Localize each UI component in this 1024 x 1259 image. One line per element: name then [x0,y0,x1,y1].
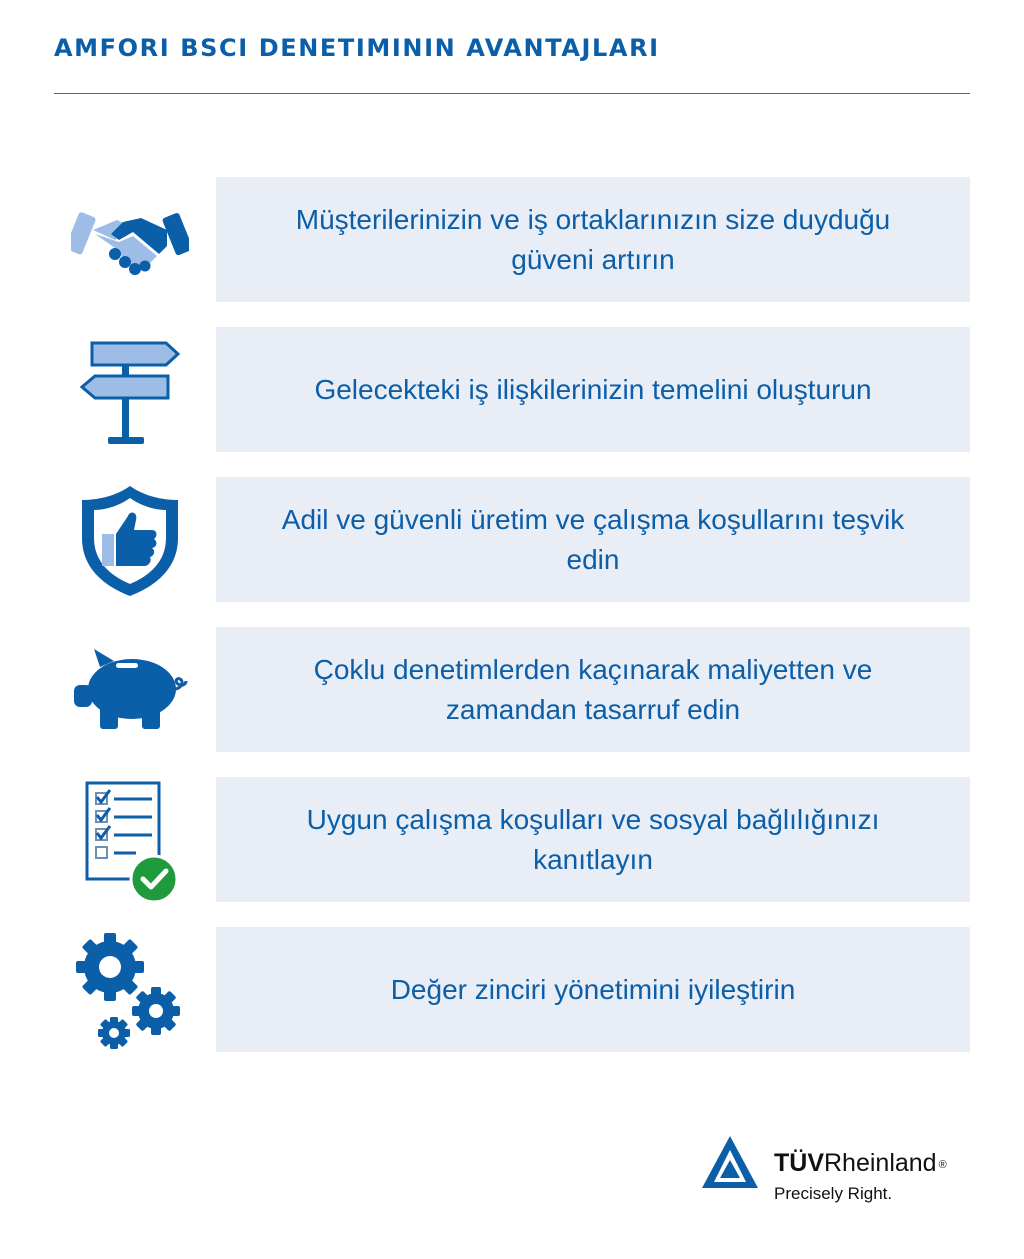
benefit-box [216,627,970,752]
benefit-box [216,327,970,452]
tuv-rheinland-logo [700,1132,990,1212]
page-title: AMFORI BSCI DENETIMININ AVANTAJLARI [54,34,660,62]
benefit-row-proof [54,777,970,902]
benefit-box [216,477,970,602]
benefit-row-value-chain [54,927,970,1052]
handshake-icon [68,177,192,302]
title-divider [54,93,970,94]
benefit-box [216,777,970,902]
piggy-bank-icon [68,627,192,752]
shield-thumbs-up-icon [68,477,192,602]
checklist-icon [68,777,192,902]
brand-name [774,1148,947,1178]
benefit-text: Müşterilerinizin ve iş ortaklarınızın size duyduğu güveni artırın [295,203,891,275]
benefit-box [216,927,970,1052]
brand-bold: TÜV [774,1149,824,1177]
benefit-text: Adil ve güvenli üretim ve çalışma koşullarını teşvik edin [281,503,905,575]
gears-icon [68,927,192,1052]
registered-mark: ® [938,1159,947,1171]
benefit-text: Uygun çalışma koşulları ve sosyal bağlılığınızı kanıtlayın [306,803,880,875]
brand-tagline: Precisely Right. [774,1184,893,1203]
benefit-text: Gelecekteki iş ilişkilerinizin temelini oluşturun [314,373,872,405]
benefit-box [216,177,970,302]
benefit-row-foundation [54,327,970,452]
benefit-row-fair-conditions [54,477,970,602]
brand-regular: Rheinland [824,1149,937,1177]
benefit-row-savings [54,627,970,752]
signpost-icon [68,327,192,452]
triangle-logo-icon [700,1134,760,1190]
benefit-row-trust [54,177,970,302]
benefit-text: Değer zinciri yönetimini iyileştirin [390,973,796,1005]
benefit-text: Çoklu denetimlerden kaçınarak maliyetten ve zamandan tasarruf edin [313,653,873,725]
